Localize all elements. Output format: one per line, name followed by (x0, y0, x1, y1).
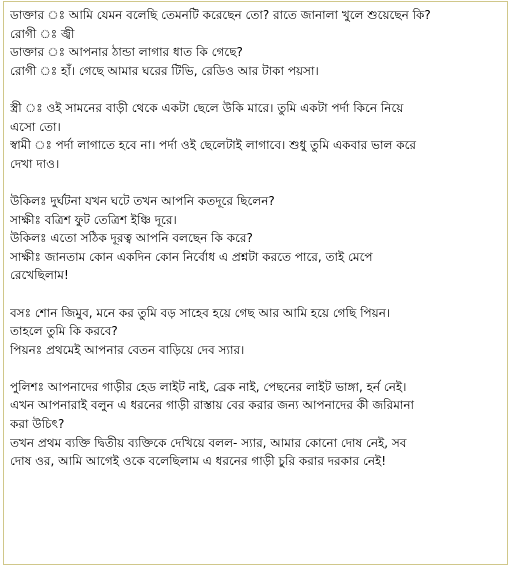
text-line: তখন প্রথম ব্যক্তি দ্বিতীয় ব্যক্তিকে দেখিয়ে বলল- স্যার, আমার কোনো দোষ নেই, সব (10, 435, 407, 450)
text-line: পিয়নঃ প্রথমেই আপনার বেতন বাড়িয়ে দেব স্যার। (10, 342, 245, 357)
text-line: করা উচিৎ? (10, 417, 65, 432)
joke-doctor-patient (10, 6, 501, 80)
text-line: রেখেছিলাম! (10, 268, 69, 283)
paragraph-gap (10, 359, 501, 378)
paragraph-gap (10, 80, 501, 99)
joke-police-car (10, 378, 501, 471)
paragraph-gap (10, 285, 501, 304)
text-line: রোগী ঃ জ্বী (10, 26, 75, 41)
text-line: উকিলঃ এতো সঠিক দূরত্ব আপনি বলছেন কি করে? (10, 231, 253, 246)
document-frame (3, 1, 508, 565)
text-line: বসঃ শোন জিমুব, মনে কর তুমি বড় সাহেব হয়ে গেছ আর আমি হয়ে গেছি পিয়ন। (10, 305, 391, 320)
paragraph-gap (10, 173, 501, 192)
jokes-text (10, 6, 501, 471)
text-line: ডাক্তার ঃ আমি যেমন বলেছি তেমনটি করেছেন তো? রাতে জানালা খুলে শুয়েছেন কি? (10, 8, 431, 22)
text-line: উকিলঃ দুর্ঘটনা যখন ঘটে তখন আপনি কতদূরে ছিলেন? (10, 193, 275, 208)
text-line: দেখা দাও। (10, 156, 60, 171)
joke-wife-husband (10, 99, 501, 173)
text-line: এখন আপনারাই বলুন এ ধরনের গাড়ী রাস্তায় বের করার জন্য আপনাদের কী জরিমানা (10, 398, 414, 413)
text-line: স্বামী ঃ পর্দা লাগাতে হবে না। পর্দা ওই ছেলেটাই লাগাবে। শুধু তুমি একবার ভাল করে (10, 138, 417, 153)
text-line: সাক্ষীঃ বত্রিশ ফুট তেত্রিশ ইঞ্চি দূরে। (10, 212, 177, 227)
joke-boss-peon (10, 304, 501, 360)
text-line: সাক্ষীঃ জানতাম কোন একদিন কোন নির্বোধ এ প্রশ্নটা করতে পারে, তাই মেপে (10, 249, 373, 264)
joke-lawyer-witness (10, 192, 501, 285)
text-line: দোষ ওর, আমি আগেই ওকে বলেছিলাম এ ধরনের গাড়ী চুরি করার দরকার নেই! (10, 454, 387, 469)
text-line: এসো তো। (10, 119, 61, 134)
text-line: পুলিশঃ আপনাদের গাড়ীর হেড লাইট নাই, ব্রেক নাই, পেছনের লাইট ভাঙ্গা, হর্ন নেই। (10, 379, 407, 394)
text-line: রোগী ঃ হাঁ। গেছে আমার ঘরের টিভি, রেডিও আর টাকা পয়সা। (10, 63, 319, 78)
text-line: স্ত্রী ঃ ওই সামনের বাড়ী থেকে একটা ছেলে উকি মারে। তুমি একটা পর্দা কিনে নিয়ে (10, 100, 404, 115)
text-line: তাহলে তুমি কি করবে? (10, 324, 118, 339)
text-line: ডাক্তার ঃ আপনার ঠান্ডা লাগার ধাত কি গেছে? (10, 45, 243, 60)
